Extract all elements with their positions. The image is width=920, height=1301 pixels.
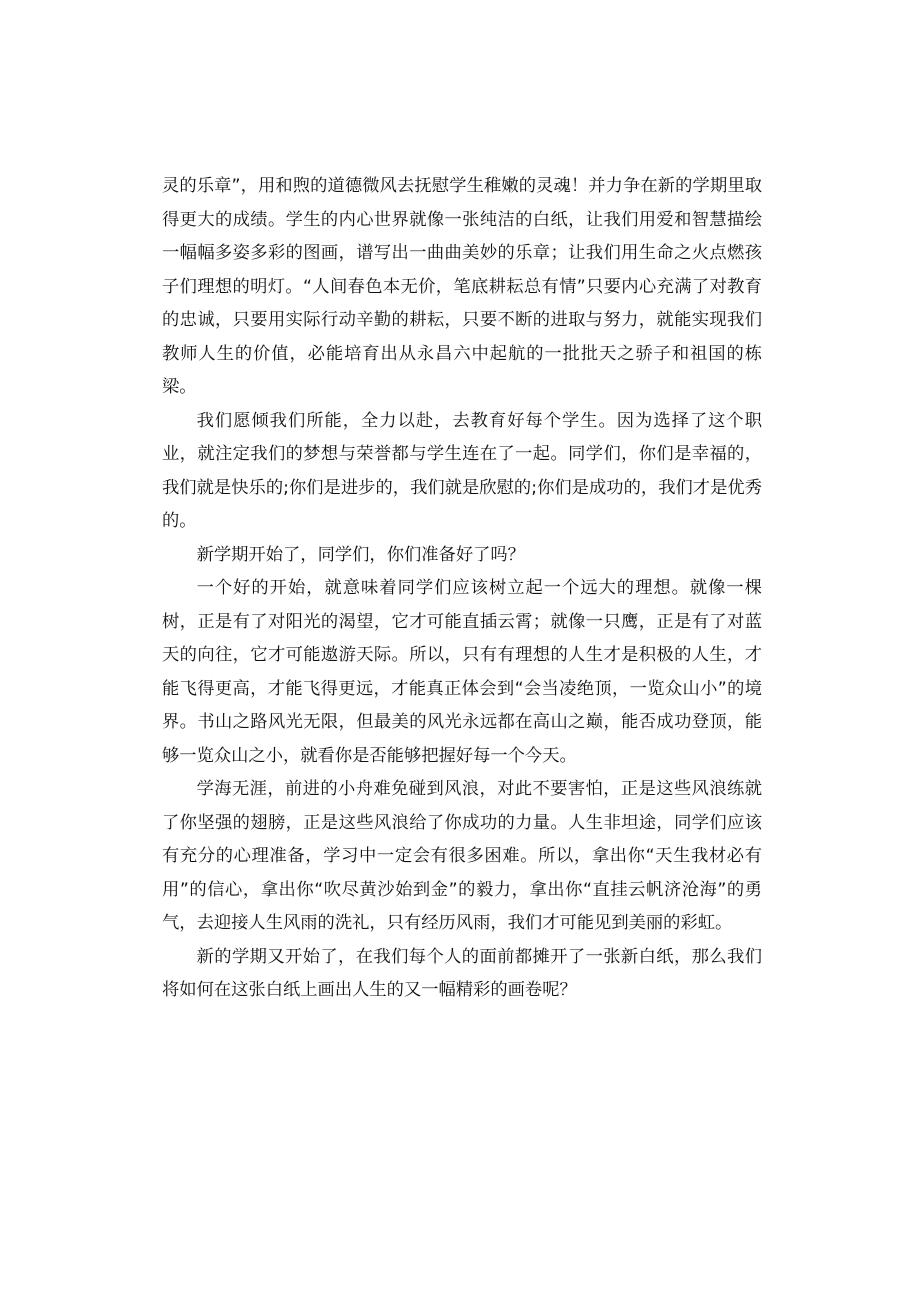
paragraph-5: 学海无涯，前进的小舟难免碰到风浪，对此不要害怕，正是这些风浪练就了你坚强的翅膀，正是这些风浪给了你成功的力量。人生非坦途，同学们应该有充分的心理准备，学习中一定会有很多困难。所以，拿出你“天生我材必有用”的信心，拿出你“吹尽黄沙始到金”的毅力，拿出你“直挂云帆济沧海”的勇气，去迎接人生风雨的洗礼，只有经历风雨，我们才可能见到美丽的彩虹。 [162, 779, 762, 933]
document-body [162, 170, 762, 1008]
paragraph-4: 一个好的开始，就意味着同学们应该树立起一个远大的理想。就像一棵树，正是有了对阳光的渴望，它才可能直插云霄；就像一只鹰，正是有了对蓝天的向往，它才可能遨游天际。所以，只有有理想的人生才是积极的人生，才能飞得更高，才能飞得更远，才能真正体会到“会当凌绝顶，一览众山小”的境界。书山之路风光无限，但最美的风光永远都在高山之巅，能否成功登顶，能够一览众山之小，就看你是否能够把握好每一个今天。 [162, 578, 762, 766]
paragraph-6: 新的学期又开始了，在我们每个人的面前都摊开了一张新白纸，那么我们将如何在这张白纸上画出人生的又一幅精彩的画卷呢？ [162, 946, 762, 1000]
paragraph-1: 灵的乐章”，用和煦的道德微风去抚慰学生稚嫩的灵魂！并力争在新的学期里取得更大的成绩。学生的内心世界就像一张纯洁的白纸，让我们用爱和智慧描绘一幅幅多姿多彩的图画，谱写出一曲曲美妙的乐章；让我们用生命之火点燃孩子们理想的明灯。“人间春色本无价，笔底耕耘总有情”只要内心充满了对教育的忠诚，只要用实际行动辛勤的耕耘，只要不断的进取与努力，就能实现我们教师人生的价值，必能培育出从永昌六中起航的一批批天之骄子和祖国的栋梁。 [162, 176, 762, 397]
paragraph-2: 我们愿倾我们所能，全力以赴，去教育好每个学生。因为选择了这个职业，就注定我们的梦想与荣誉都与学生连在了一起。同学们，你们是幸福的，我们就是快乐的;你们是进步的，我们就是欣慰的;你们是成功的，我们才是优秀的。 [162, 410, 762, 531]
paragraph-3: 新学期开始了，同学们，你们准备好了吗？ [196, 544, 525, 565]
